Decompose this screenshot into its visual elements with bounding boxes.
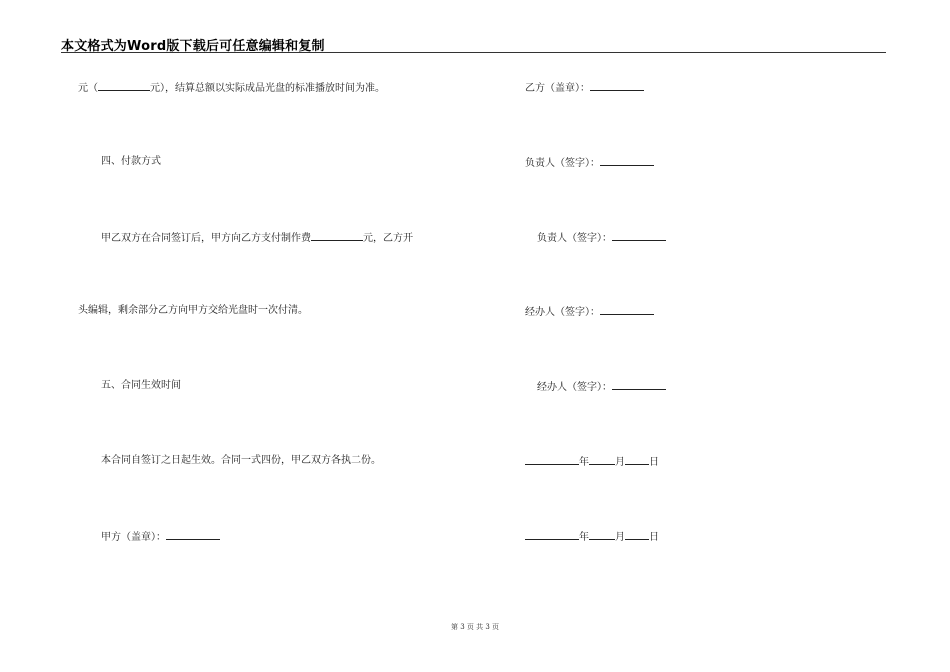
responsible-sign-blank-1	[600, 156, 654, 166]
left-line-3	[101, 231, 413, 245]
party-a-seal-label: 甲方（盖章）：	[101, 532, 166, 543]
party-a-seal-blank	[166, 530, 220, 540]
section-heading-payment: 四、付款方式	[101, 156, 161, 167]
date-month-label-1: 月	[615, 457, 625, 468]
party-a-seal-line	[101, 530, 220, 544]
left-line-3-suffix: 元，乙方开	[363, 233, 413, 244]
handler-sign-label-1: 经办人（签字）：	[525, 307, 600, 318]
handler-sign-label-2: 经办人（签字）：	[537, 382, 612, 393]
left-line-3-prefix: 甲乙双方在合同签订后，甲方向乙方支付制作费	[101, 233, 311, 244]
page-footer-number: 第 3 页 共 3 页	[450, 623, 500, 631]
date-day-blank-2	[625, 530, 649, 540]
date-day-label-1: 日	[649, 457, 659, 468]
date-day-label-2: 日	[649, 532, 659, 543]
date-month-blank-2	[589, 530, 615, 540]
date-line-1	[525, 455, 659, 469]
party-b-seal-blank	[590, 81, 644, 91]
left-line-6: 本合同自签订之日起生效。合同一式四份，甲乙双方各执二份。	[101, 455, 381, 466]
date-year-blank-1	[525, 455, 579, 465]
party-b-seal-line	[525, 81, 644, 95]
amount-blank	[98, 81, 150, 91]
left-line-1-suffix: 元），结算总额以实际成品光盘的标准播放时间为准。	[150, 83, 385, 94]
left-line-1-prefix: 元（	[78, 83, 98, 94]
date-year-label-2: 年	[579, 532, 589, 543]
header-divider	[61, 52, 886, 53]
responsible-sign-blank-2	[612, 231, 666, 241]
date-day-blank-1	[625, 455, 649, 465]
responsible-sign-label-2: 负责人（签字）：	[537, 233, 612, 244]
date-line-2	[525, 530, 659, 544]
date-year-label-1: 年	[579, 457, 589, 468]
handler-sign-line-1	[525, 305, 654, 319]
date-month-blank-1	[589, 455, 615, 465]
responsible-sign-line-2	[537, 231, 666, 245]
handler-sign-blank-2	[612, 380, 666, 390]
date-year-blank-2	[525, 530, 579, 540]
left-line-1	[78, 81, 385, 95]
responsible-sign-label-1: 负责人（签字）：	[525, 158, 600, 169]
page-header-title: 本文格式为Word版下载后可任意编辑和复制	[61, 39, 325, 54]
section-heading-effective: 五、合同生效时间	[101, 380, 181, 391]
left-line-4: 头编辑，剩余部分乙方向甲方交给光盘时一次付清。	[78, 305, 308, 316]
handler-sign-blank-1	[600, 305, 654, 315]
handler-sign-line-2	[537, 380, 666, 394]
date-month-label-2: 月	[615, 532, 625, 543]
party-b-seal-label: 乙方（盖章）：	[525, 83, 590, 94]
fee-blank	[311, 231, 363, 241]
responsible-sign-line-1	[525, 156, 654, 170]
